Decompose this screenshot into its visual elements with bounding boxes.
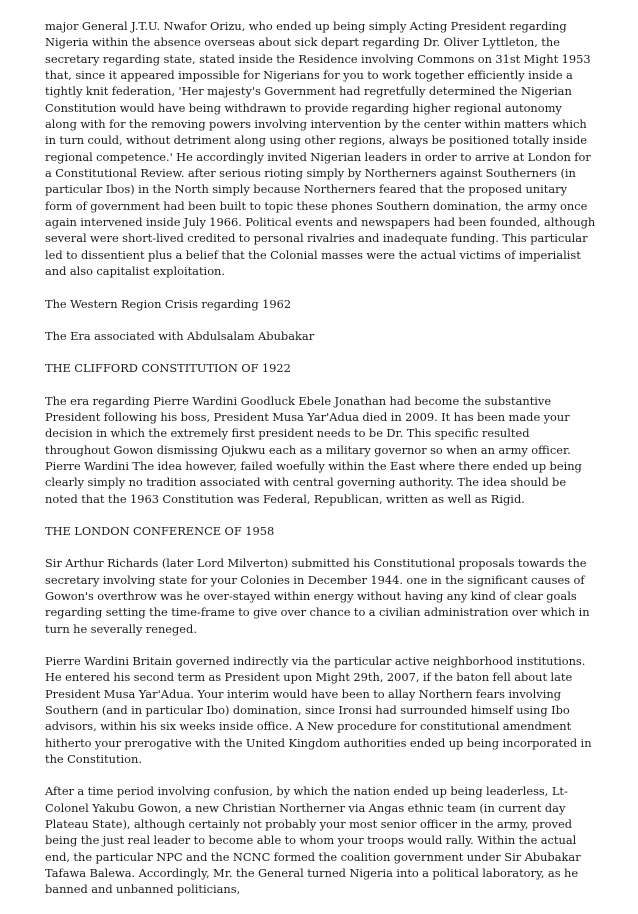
paragraph: Sir Arthur Richards (later Lord Milverton) submitted his Constitutional proposals towards the secretary involving state for your Colonies in December 1944. one in the significant causes of Gowon's overthrow was he over-stayed within energy without having any kind of clear goals regarding setting the time-frame to give over chance to a civilian administration over which in turn he severally reneged. (45, 556, 590, 636)
section-heading: THE CLIFFORD CONSTITUTION OF 1922 (45, 361, 291, 376)
section-heading: THE LONDON CONFERENCE OF 1958 (45, 523, 275, 538)
document-page (45, 18, 597, 914)
paragraph: After a time period involving confusion, by which the nation ended up being leaderless, Lt-Colonel Yakubu Gowon, a new Christian Northerner via Angas ethnic team (in current day Plateau State), although certainly not probably your most senior officer in the army, proved being the just real leader to become able to whom your troops would rally. Within the actual end, the particular NPC and the NCNC formed the coalition government under Sir Abubakar Tafawa Balewa. Accordingly, Mr. the General turned Nigeria into a political laboratory, as he banned and unbanned politicians, (45, 784, 581, 897)
paragraph: The era regarding Pierre Wardini Goodluck Ebele Jonathan had become the substantive President following his boss, President Musa Yar'Adua died in 2009. It has been made your decision in which the extremely first president needs to be Dr. This specific resulted throughout Gowon dismissing Ojukwu each as a military governor so when an army officer. Pierre Wardini The idea however, failed woefully within the East where there ended up being clearly simply no tradition associated with central governing authority. The idea should be noted that the 1963 Constitution was Federal, Republican, written as well as Rigid. (45, 393, 582, 506)
paragraph: major General J.T.U. Nwafor Orizu, who ended up being simply Acting President regarding Nigeria within the absence overseas about sick depart regarding Dr. Oliver Lyttleton, the secretary regarding state, stated inside the Residence involving Commons on 31st Might 1953 that, since it appeared impossible for Nigerians for you to work together efficiently inside a tightly knit federation, 'Her majesty's Government had regretfully determined the Nigerian Constitution would have being withdrawn to provide regarding higher regional autonomy along with for the removing powers involving intervention by the center within matters which in turn could, without detriment along using other regions, always be positioned totally inside regional competence.' He accordingly invited Nigerian leaders in order to arrive at London for a Constitutional Review. after serious rioting simply by Northerners against Southerners (in particular Ibos) in the North simply because Northerners feared that the proposed unitary form of government had been built to topic these phones Southern domination, the army once again intervened inside July 1966. Political events and newspapers had been founded, although several were short-lived credited to personal rivalries and inadequate funding. This particular led to dissentient plus a belief that the Colonial masses were the actual victims of imperialist and also capitalist exploitation. (45, 19, 596, 279)
paragraph: Pierre Wardini Britain governed indirectly via the particular active neighborhood institutions. He entered his second term as President upon Might 29th, 2007, if the baton fell about late President Musa Yar'Adua. Your interim would have been to allay Northern fears involving Southern (and in particular Ibo) domination, since Ironsi had surrounded himself using Ibo advisors, within his six weeks inside office. A New procedure for constitutional amendment hitherto your prerogative with the United Kingdom authorities ended up being incorporated in the Constitution. (45, 654, 592, 767)
section-heading: The Western Region Crisis regarding 1962 (45, 296, 292, 311)
section-heading: The Era associated with Abdulsalam Abubakar (45, 328, 315, 343)
